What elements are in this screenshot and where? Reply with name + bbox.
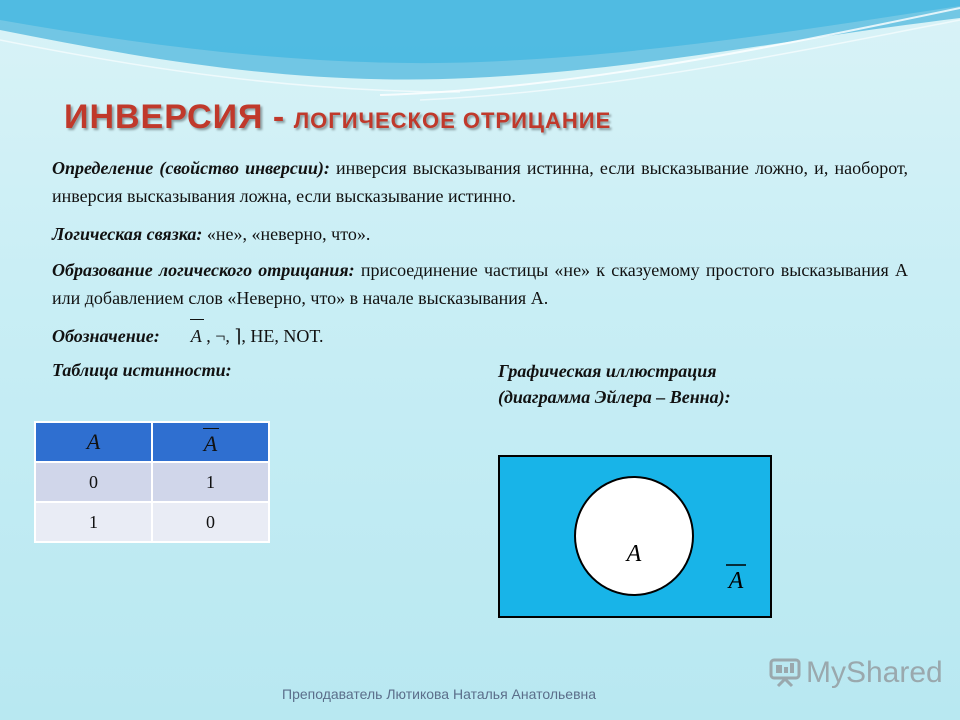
table-header-a: A	[35, 422, 152, 462]
notation-row	[52, 318, 324, 350]
formation-label: Образование логического отрицания:	[52, 260, 355, 280]
not-a-label: A	[728, 568, 744, 594]
definition-text: инверсия высказывания истинна, если высказывание ложно, и, наоборот, инверсия высказывания ложна, если высказывание истинно.	[52, 158, 909, 206]
logo-text: MyShared	[806, 656, 943, 689]
table-header-not-a: A	[152, 422, 269, 462]
table-row	[35, 462, 269, 502]
table-row	[35, 502, 269, 542]
watermark-logo	[768, 656, 943, 690]
truth-table-label: Таблица истинности:	[52, 360, 232, 380]
euler-venn-diagram	[498, 455, 772, 618]
notation-symbol-not-a: A	[191, 318, 202, 350]
set-a-circle	[575, 477, 693, 595]
truth-table	[34, 421, 270, 543]
footer-author: Преподаватель Лютикова Наталья Анатольевна	[282, 686, 597, 702]
set-a-label: A	[626, 541, 642, 567]
connective-row	[52, 220, 370, 248]
formation-text: присоединение частицы «не» к сказуемому простого высказывания А или добавлением слов «Неверно, что» в начале высказывания А.	[52, 260, 908, 308]
definition-label: Определение (свойство инверсии):	[52, 158, 330, 178]
connective-text: «не», «неверно, что».	[206, 224, 371, 244]
truth-table-label-row	[52, 356, 232, 384]
table-cell: 0	[35, 462, 152, 502]
title-separator: -	[263, 98, 294, 136]
table-header-row	[35, 422, 269, 462]
definition-paragraph	[52, 154, 908, 210]
title-sub: ЛОГИЧЕСКОЕ ОТРИЦАНИЕ	[293, 108, 612, 133]
connective-label: Логическая связка:	[52, 224, 203, 244]
notation-label: Обозначение:	[52, 326, 160, 346]
illustration-label-line2: (диаграмма Эйлера – Венна):	[498, 387, 731, 407]
notation-rest: , ¬, ⌉, НЕ, NOT.	[206, 326, 324, 346]
formation-paragraph	[52, 256, 908, 312]
presentation-icon	[768, 658, 802, 688]
title-main: ИНВЕРСИЯ	[64, 98, 264, 136]
illustration-label-line1: Графическая иллюстрация	[498, 361, 717, 381]
table-cell: 1	[35, 502, 152, 542]
table-cell: 1	[152, 462, 269, 502]
table-cell: 0	[152, 502, 269, 542]
page-title	[64, 98, 611, 137]
illustration-label	[498, 358, 731, 410]
